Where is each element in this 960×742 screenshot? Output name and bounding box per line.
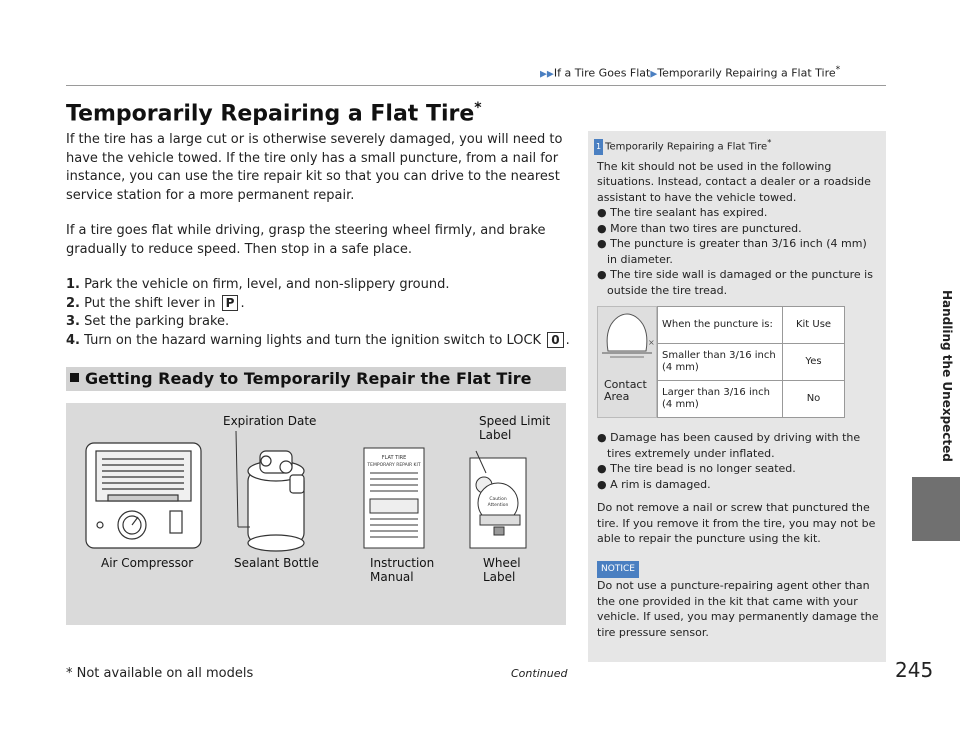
wheel-label-label: Wheel Label xyxy=(483,556,521,584)
table-row xyxy=(658,344,845,381)
step-number: 4. xyxy=(66,332,80,348)
sidebar-title xyxy=(594,135,880,155)
bullet-item: ● A rim is damaged. xyxy=(597,477,711,491)
bullet-text: The puncture is greater than 3/16 inch (4 mm) in diameter. xyxy=(607,237,867,266)
bullet-item: ● The puncture is greater than 3/16 inch (4 mm) in diameter. xyxy=(597,237,867,266)
square-bullet-icon xyxy=(70,373,79,382)
caution-text: Caution xyxy=(489,497,507,502)
bullet-item: ● The tire bead is no longer seated. xyxy=(597,462,796,476)
sidebar-intro: The kit should not be used in the following situations. Instead, contact a dealer or a roadside assistant to have the vehicle towed. xyxy=(597,159,871,204)
table-row xyxy=(658,381,845,418)
step-number: 1. xyxy=(66,277,80,292)
step-after: . xyxy=(565,332,570,348)
expiration-leader-line xyxy=(236,431,238,527)
tire-icon xyxy=(598,307,656,367)
sidebar-bullets xyxy=(597,430,880,492)
intro-paragraph: If a tire goes flat while driving, grasp the steering wheel firmly, and brake gradually to reduce speed. Then stop in a safe place. xyxy=(66,223,546,257)
table-cell: Larger than 3/16 inch (4 mm) xyxy=(658,381,783,418)
bullet-item: ● The tire side wall is damaged or the puncture is outside the tire tread. xyxy=(597,268,873,297)
title-text: Temporarily Repairing a Flat Tire xyxy=(66,101,475,127)
air-compressor-label: Air Compressor xyxy=(101,556,194,570)
table-row xyxy=(658,307,845,344)
step-list xyxy=(66,276,571,350)
table-cell: Smaller than 3/16 inch (4 mm) xyxy=(658,344,783,381)
notice-text: Do not use a puncture-repairing agent other than the one provided in the kit that came with your vehicle. If used, you may permanently damage the tire pressure sensor. xyxy=(597,579,879,639)
sidebar-title-text: Temporarily Repairing a Flat Tire xyxy=(605,141,768,153)
speed-limit-label: Speed Limit Label xyxy=(479,414,551,442)
bullet-item: ● The tire sealant has expired. xyxy=(597,206,768,220)
step-item xyxy=(66,332,571,351)
puncture-table xyxy=(657,306,845,418)
manual-title-1: FLAT TIRE xyxy=(381,455,407,461)
bullet-text: The tire bead is no longer seated. xyxy=(610,462,796,476)
top-rule xyxy=(66,85,886,86)
park-key-icon: P xyxy=(222,295,239,311)
bullet-text: The tire side wall is damaged or the puncture is outside the tire tread. xyxy=(607,268,873,297)
manual-title-2: TEMPORARY REPAIR KIT xyxy=(367,463,421,468)
bullet-text: Damage has been caused by driving with the tires extremely under inflated. xyxy=(607,431,861,460)
intro-paragraph: If the tire has a large cut or is otherwise severely damaged, you will need to have the vehicle towed. If the tire only has a small puncture, from a nail for instance, you can use the tire repair kit so that you can drive to the nearest service station for a more permanent repair. xyxy=(66,132,563,203)
step-number: 2. xyxy=(66,295,80,311)
arrow-icon: ▶▶ xyxy=(540,69,554,80)
breadcrumb-part1: If a Tire Goes Flat xyxy=(553,66,651,80)
title-mark: * xyxy=(474,100,482,116)
bullet-text: A rim is damaged. xyxy=(610,477,711,491)
expiration-date-label: Expiration Date xyxy=(223,414,317,428)
step-item xyxy=(66,313,571,332)
step-item xyxy=(66,295,571,314)
step-text: Put the shift lever in xyxy=(84,295,216,311)
air-compressor-drawing xyxy=(86,443,201,548)
breadcrumb-part2: Temporarily Repairing a Flat Tire xyxy=(657,66,836,80)
sidebar-bullets xyxy=(597,205,880,298)
breadcrumb-mark: * xyxy=(835,64,841,75)
bullet-item: ● More than two tires are punctured. xyxy=(597,221,802,235)
tire-contact-diagram xyxy=(597,306,657,418)
step-text: Park the vehicle on firm, level, and non-slippery ground. xyxy=(84,277,450,292)
step-number: 3. xyxy=(66,314,80,329)
step-item xyxy=(66,276,571,295)
kit-illustration xyxy=(66,403,566,625)
table-header-cell: When the puncture is: xyxy=(658,307,783,344)
side-tab-title: Handling the Unexpected xyxy=(940,290,954,462)
svg-text:×: × xyxy=(648,338,655,348)
sidebar-note xyxy=(588,131,886,662)
table-cell: Yes xyxy=(783,344,845,381)
arrow-icon: ▶ xyxy=(650,69,658,80)
step-text: Turn on the hazard warning lights and turn the ignition switch to LOCK xyxy=(84,332,542,348)
notice-badge: NOTICE xyxy=(597,561,639,579)
step-text: Set the parking brake. xyxy=(84,314,230,329)
bullet-text: The tire sealant has expired. xyxy=(610,206,768,220)
sidebar-title-mark: * xyxy=(767,137,772,147)
bullet-text: More than two tires are punctured. xyxy=(610,221,802,235)
sealant-bottle-drawing xyxy=(248,451,304,551)
bullet-item: ● Damage has been caused by driving with the tires extremely under inflated. xyxy=(597,431,861,460)
sealant-bottle-label: Sealant Bottle xyxy=(234,556,319,570)
attention-text: Attention xyxy=(487,503,509,508)
page-title xyxy=(66,100,482,126)
puncture-table-block xyxy=(597,306,880,418)
sidebar-note-text: Do not remove a nail or screw that punctured the tire. If you remove it from the tire, you may not be able to repair the puncture using the kit. xyxy=(597,501,876,546)
step-after: . xyxy=(240,295,245,311)
contact-area-label: Contact Area xyxy=(604,378,647,404)
main-text xyxy=(66,131,571,350)
lock-key-icon: 0 xyxy=(547,332,563,348)
section-heading-text: Getting Ready to Temporarily Repair the Flat Tire xyxy=(85,369,532,388)
section-heading xyxy=(66,367,566,391)
breadcrumb xyxy=(540,64,840,80)
side-tab-block xyxy=(912,477,960,541)
continued-label: Continued xyxy=(511,667,568,680)
table-cell: No xyxy=(783,381,845,418)
footnote: * Not available on all models xyxy=(66,666,254,681)
table-header-cell: Kit Use xyxy=(783,307,845,344)
instruction-manual-label: Instruction Manual xyxy=(370,556,435,584)
page-number: 245 xyxy=(895,658,934,682)
reference-number-icon: 1 xyxy=(594,139,603,155)
